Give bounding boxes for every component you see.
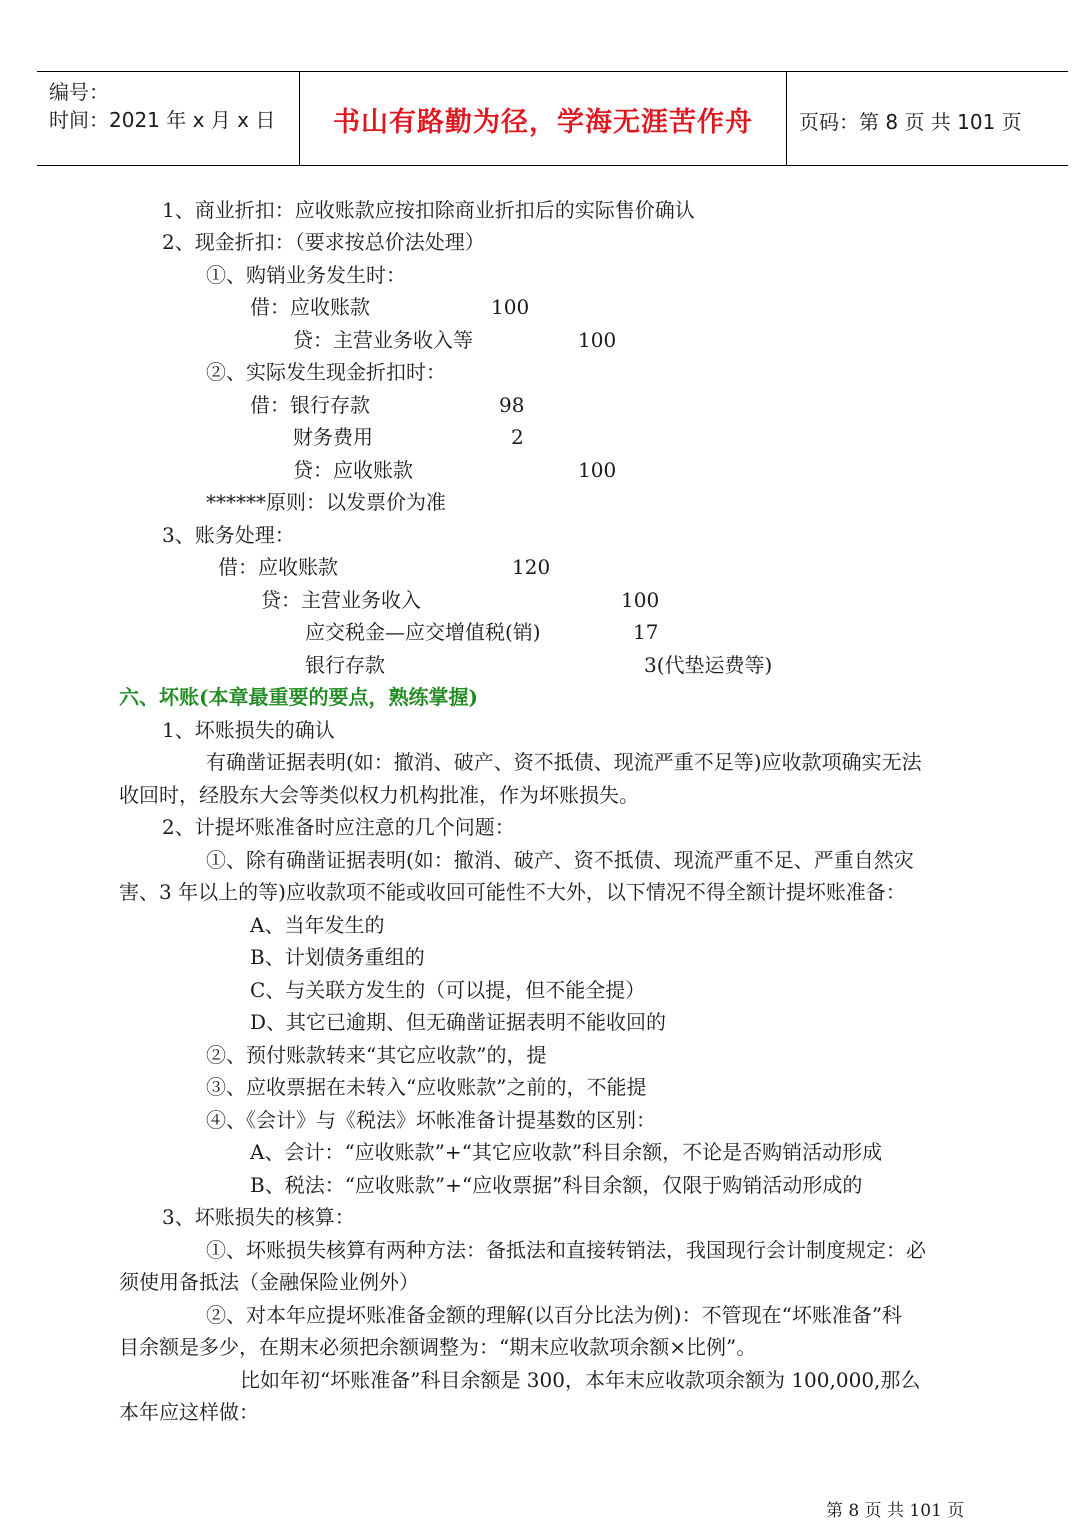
- header-motto-cell: [300, 72, 787, 165]
- list-item: B、税法：“应收账款”+“应收票据”科目余额，仅限于购销活动形成的: [250, 1173, 863, 1197]
- body-line: ①、坏账损失核算有两种方法：备抵法和直接转销法，我国现行会计制度规定：必: [206, 1238, 926, 1262]
- journal-entry-account: 贷：主营业务收入: [261, 588, 421, 612]
- journal-entry-account: 借：银行存款: [250, 393, 370, 417]
- journal-entry-account: 财务费用: [293, 425, 373, 449]
- journal-entry-amount: 2: [511, 425, 524, 449]
- journal-entry-account: 贷：应收账款: [293, 458, 413, 482]
- journal-entry-amount: 120: [512, 555, 551, 579]
- body-line: 2、现金折扣：（要求按总价法处理）: [162, 230, 485, 254]
- body-line: ②、对本年应提坏账准备金额的理解(以百分比法为例)：不管现在“坏账准备”科: [206, 1303, 903, 1327]
- page-footer: 第 8 页 共 101 页: [826, 1501, 965, 1521]
- list-item: B、计划债务重组的: [250, 945, 425, 969]
- body-line: 比如年初“坏账准备”科目余额是 300，本年末应收款项余额为 100,000,那么: [240, 1368, 921, 1392]
- list-item: D、其它已逾期、但无确凿证据表明不能收回的: [250, 1010, 667, 1034]
- body-line: 收回时，经股东大会等类似权力机构批准，作为坏账损失。: [119, 783, 639, 807]
- journal-entry-account: 借：应收账款: [250, 295, 370, 319]
- body-line: ①、除有确凿证据表明(如：撤消、破产、资不抵债、现流严重不足、严重自然灾: [206, 848, 914, 872]
- journal-entry-account: 借：应收账款: [218, 555, 338, 579]
- body-line: 3、坏账损失的核算：: [162, 1205, 355, 1229]
- section-heading: 六、坏账(本章最重要的要点，熟练掌握): [119, 685, 478, 709]
- body-line: ①、购销业务发生时：: [206, 263, 406, 287]
- body-line: 3、账务处理：: [162, 523, 295, 547]
- journal-entry-amount: 3(代垫运费等): [644, 653, 773, 677]
- journal-entry-amount: 100: [491, 295, 530, 319]
- body-line: ******原则：以发票价为准: [206, 490, 446, 514]
- document-number-label: 编号：: [49, 80, 109, 104]
- journal-entry-amount: 98: [499, 393, 525, 417]
- body-line: 1、商业折扣：应收账款应按扣除商业折扣后的实际售价确认: [162, 198, 695, 222]
- body-line: 1、坏账损失的确认: [162, 718, 335, 742]
- journal-entry-account: 应交税金—应交增值税(销): [305, 620, 541, 644]
- header-page-cell: [787, 72, 1068, 165]
- journal-entry-amount: 100: [621, 588, 660, 612]
- journal-entry-account: 贷：主营业务收入等: [293, 328, 473, 352]
- list-item: C、与关联方发生的（可以提，但不能全提）: [250, 978, 646, 1002]
- body-line: 有确凿证据表明(如：撤消、破产、资不抵债、现流严重不足等)应收款项确实无法: [206, 750, 922, 774]
- journal-entry-amount: 17: [633, 620, 659, 644]
- body-line: ②、实际发生现金折扣时：: [206, 360, 446, 384]
- body-line: ②、预付账款转来“其它应收款”的，提: [206, 1043, 547, 1067]
- page-header: [37, 71, 1068, 166]
- body-line: 害、3 年以上的等)应收款项不能或收回可能性不大外，以下情况不得全额计提坏账准备：: [119, 880, 906, 904]
- body-line: ③、应收票据在未转入“应收账款”之前的，不能提: [206, 1075, 647, 1099]
- body-line: 目余额是多少，在期末必须把余额调整为：“期末应收款项余额×比例”。: [119, 1335, 757, 1359]
- document-date-label: 时间：2021 年 x 月 x 日: [49, 108, 276, 132]
- body-line: ④、《会计》与《税法》坏帐准备计提基数的区别：: [206, 1108, 656, 1132]
- header-page-number: 页码：第 8 页 共 101 页: [799, 110, 1022, 134]
- body-line: 本年应这样做：: [119, 1400, 259, 1424]
- body-line: 2、计提坏账准备时应注意的几个问题：: [162, 815, 515, 839]
- list-item: A、当年发生的: [250, 913, 385, 937]
- body-line: 须使用备抵法（金融保险业例外）: [119, 1270, 419, 1294]
- list-item: A、会计：“应收账款”+“其它应收款”科目余额，不论是否购销活动形成: [250, 1140, 883, 1164]
- header-motto: 书山有路勤为径，学海无涯苦作舟: [333, 107, 753, 138]
- header-meta-cell: [37, 72, 300, 165]
- journal-entry-amount: 100: [578, 458, 617, 482]
- journal-entry-account: 银行存款: [305, 653, 385, 677]
- journal-entry-amount: 100: [578, 328, 617, 352]
